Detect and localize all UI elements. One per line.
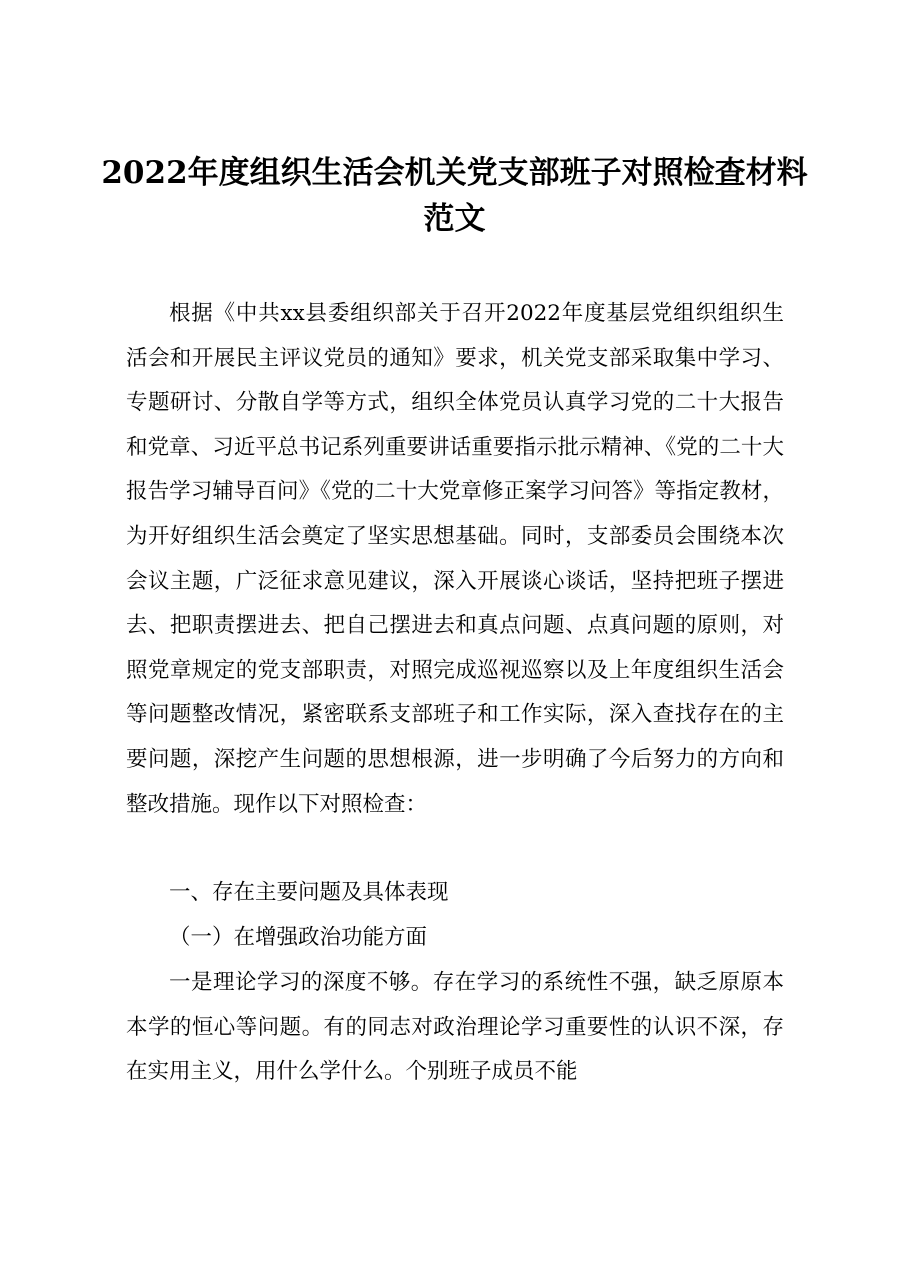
body-paragraph: 一是理论学习的深度不够。存在学习的系统性不强，缺乏原原本本学的恒心等问题。有的同志对政治理论学习重要性的认识不深，存在实用主义，用什么学什么。个别班子成员不能 (126, 970, 784, 1085)
document-title: 2022年度组织生活会机关党支部班子对照检查材料范文 (101, 155, 808, 237)
intro-paragraph: 根据《中共xx县委组织部关于召开2022年度基层党组织组织生活会和开展民主评议党员的通知》要求，机关党支部采取集中学习、专题研讨、分散自学等方式，组织全体党员认真学习党的二十大报告和党章、习近平总书记系列重要讲话重要指示批示精神、《党的二十大报告学习辅导百问》《党的二十大党章修正案学习问答》等指定教材，为开好组织生活会奠定了坚实思想基础。同时，支部委员会围绕本次会议主题，广泛征求意见建议，深入开展谈心谈话，坚持把班子摆进去、把职责摆进去、把自己摆进去和真点问题、点真问题的原则，对照党章规定的党支部职责，对照完成巡视巡察以及上年度组织生活会等问题整改情况，紧密联系支部班子和工作实际，深入查找存在的主要问题，深挖产生问题的思想根源，进一步明确了今后努力的方向和整改措施。现作以下对照检查： (126, 301, 784, 817)
section-heading: 一、存在主要问题及具体表现 (169, 880, 449, 905)
subsection-heading: （一）在增强政治功能方面 (169, 925, 428, 950)
